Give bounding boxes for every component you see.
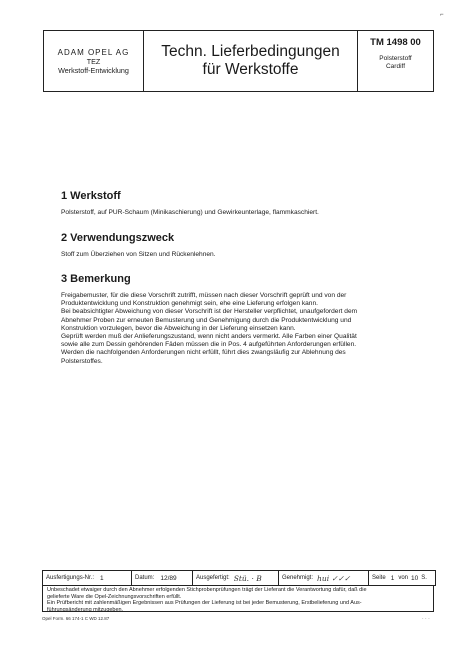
genehmigt-label: Genehmigt: bbox=[282, 575, 314, 581]
s-label: S. bbox=[421, 575, 427, 581]
material-variant: Cardiff bbox=[385, 63, 406, 70]
section-3-heading: 3 Bemerkung bbox=[61, 273, 131, 285]
division: Werkstoff-Entwicklung bbox=[58, 65, 129, 75]
seite-label: Seite bbox=[372, 575, 386, 581]
title-line-2: für Werkstoffe bbox=[202, 61, 299, 78]
ausgabe-cell bbox=[43, 571, 131, 585]
genehmigt-cell bbox=[278, 571, 368, 585]
footer-note-line: führungsänderung mitzugeben. bbox=[47, 606, 124, 613]
seite-value: 1 bbox=[390, 574, 395, 582]
datum-cell bbox=[131, 571, 192, 585]
department: TEZ bbox=[86, 56, 101, 66]
section-2-heading: 2 Verwendungszweck bbox=[61, 232, 175, 244]
datum-label: Datum: bbox=[135, 575, 155, 581]
footer-note-line: gelieferte Ware die Opel-Zeichnungsvorschriften erfüllt. bbox=[47, 593, 182, 600]
title-block bbox=[144, 31, 358, 91]
ausgefertigt-signature: Stü. · B bbox=[233, 573, 262, 583]
section-3-line: Abnehmer Proben zur erneuten Bemusterung und Genehmigung durch die Produktentwicklung und bbox=[61, 316, 352, 324]
datum-value: 12/89 bbox=[160, 574, 177, 582]
ausgabe-value: 1 bbox=[100, 574, 104, 582]
footer-notes bbox=[42, 586, 434, 612]
company-block bbox=[44, 31, 144, 91]
footer-note-line: Ein Prüfbericht mit zahlenmäßigen Ergebnissen aus Prüfungen der Lieferung ist bei jeder Bemusterung, Erstbelieferung und Aus- bbox=[47, 600, 362, 606]
section-3-line: Freigabemuster, für die diese Vorschrift zutrifft, müssen nach dieser Vorschrift geprüft und von der bbox=[61, 292, 347, 299]
scribble-mark: · · · bbox=[422, 616, 430, 622]
section-1-text: Polsterstoff, auf PUR-Schaum (Minikaschierung) und Gewirkeunterlage, flammkaschiert. bbox=[61, 209, 319, 216]
spec-number: TM 1498 00 bbox=[370, 37, 421, 48]
material-name: Polsterstoff bbox=[379, 55, 412, 62]
section-3-body bbox=[61, 292, 429, 366]
section-3-line: Konstruktion vorzulegen, bevor die Abweichung in der Lieferung einsetzen kann. bbox=[61, 324, 296, 332]
ausgefertigt-cell bbox=[192, 571, 278, 585]
section-3-line: sowie alle zum Dessin gehörenden Fäden müssen die in Pos. 4 aufgeführten Anforderungen erfüllen. bbox=[61, 341, 357, 349]
von-value: 10 bbox=[411, 574, 419, 582]
spec-block bbox=[358, 31, 433, 91]
document-header bbox=[43, 30, 434, 92]
ausgabe-label: Ausfertigungs-Nr.: bbox=[46, 575, 95, 581]
seite-cell bbox=[368, 571, 435, 585]
section-1-heading: 1 Werkstoff bbox=[61, 190, 121, 202]
corner-mark: ⌐ bbox=[440, 12, 444, 18]
section-3-line: Produktentwicklung und Konstruktion genehmigt sein, ehe eine Lieferung erfolgen kann. bbox=[61, 300, 318, 308]
title-line-1: Techn. Lieferbedingungen bbox=[161, 43, 340, 60]
section-3-line: Werden die nachfolgenden Anforderungen nicht erfüllt, führt dies zwangsläufig zur Ablehnung des bbox=[61, 349, 346, 357]
company-name: ADAM OPEL AG bbox=[57, 47, 130, 57]
section-3-line: Geprüft werden muß der Anlieferungszustand, wenn nicht anders vermerkt. Alle Farben einer Qualität bbox=[61, 333, 357, 341]
footer-signature-row bbox=[42, 570, 436, 586]
footer-note-line: Unbeschadet etwaiger durch den Abnehmer erfolgenden Stichprobenprüfungen trägt der Lieferant die Verantwortung dafür, daß die bbox=[47, 587, 367, 593]
section-3-line: Bei beabsichtigter Abweichung von dieser Vorschrift ist der Hersteller verpflichtet, unaufgefordert dem bbox=[61, 308, 358, 316]
section-3-line: Polsterstoffes. bbox=[61, 357, 103, 365]
section-2-text: Stoff zum Überziehen von Sitzen und Rückenlehnen. bbox=[61, 251, 216, 258]
ausgefertigt-label: Ausgefertigt: bbox=[196, 575, 230, 581]
von-label: von bbox=[398, 575, 408, 581]
genehmigt-signature: hui ✓✓✓ bbox=[317, 573, 351, 583]
form-reference: Opel Form. 66 174-1 C WD 12.87 bbox=[42, 616, 110, 621]
